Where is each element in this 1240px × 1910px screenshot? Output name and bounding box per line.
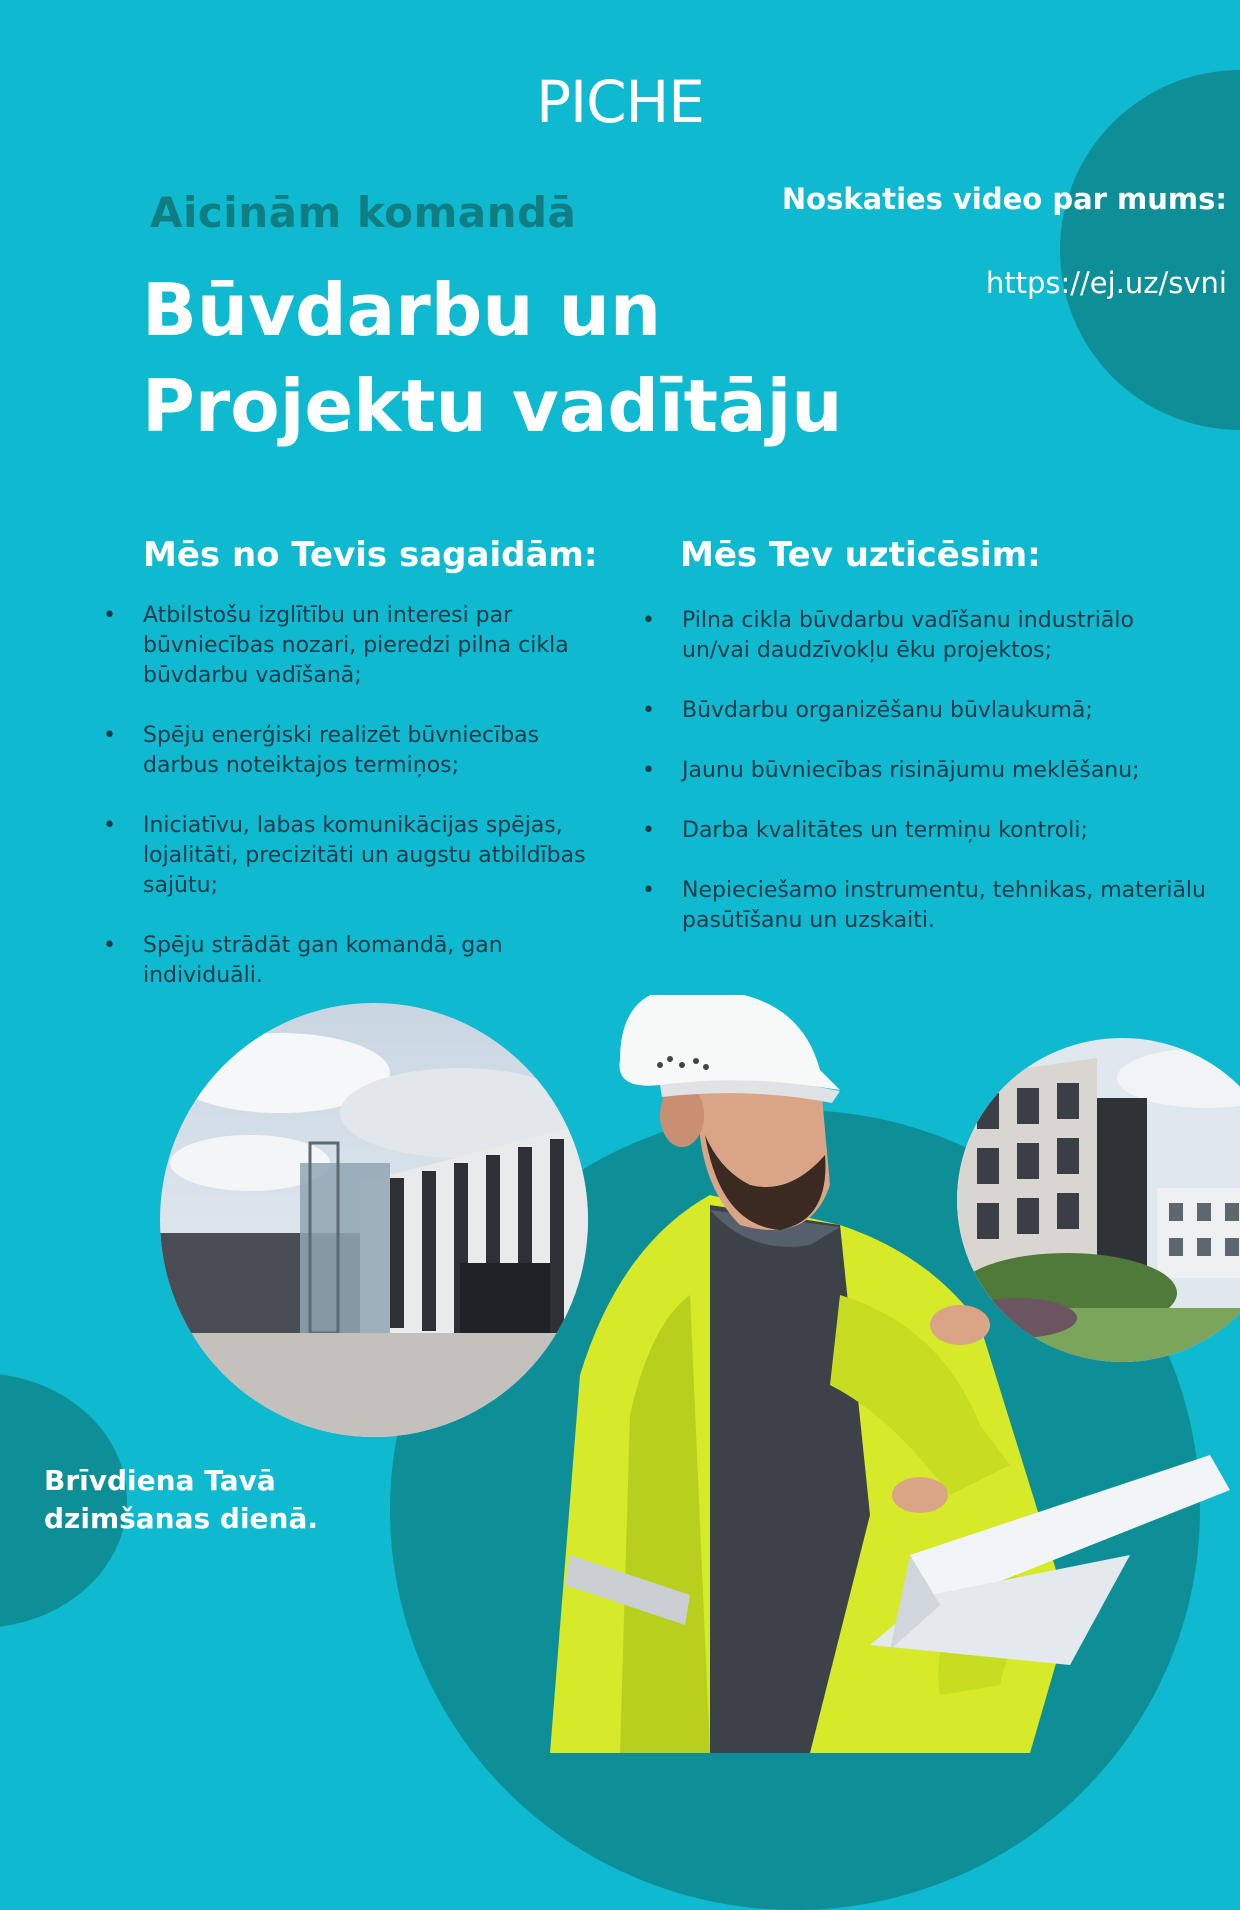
expectations-list	[103, 601, 593, 1021]
title-line-1: Būvdarbu un	[142, 268, 662, 352]
list-item: • Atbilstošu izglītību un interesi par būvniecības nozari, pieredzi pilna cikla būvdarbu vadīšanā;	[103, 601, 593, 691]
construction-worker-photo	[510, 995, 1230, 1753]
expectations-heading: Mēs no Tevis sagaidām:	[143, 535, 598, 575]
kicker-heading: Aicinām komandā	[150, 188, 577, 237]
title-line-2: Projektu vadītāju	[142, 364, 843, 448]
svg-text:PICHE: PICHE	[536, 70, 704, 132]
video-label: Noskaties video par mums:	[781, 182, 1227, 216]
decor-circle-top-right	[1060, 70, 1240, 430]
perk-line-2: dzimšanas dienā.	[44, 1502, 319, 1535]
video-link[interactable]: https://ej.uz/svni	[985, 266, 1227, 300]
responsibilities-heading: Mēs Tev uzticēsim:	[680, 535, 1041, 575]
list-item: • Spēju enerģiski realizēt būvniecības darbus noteiktajos termiņos;	[103, 721, 593, 781]
page-title	[142, 262, 843, 454]
piche-logo	[504, 70, 736, 132]
perk-line-1: Brīvdiena Tavā	[44, 1464, 276, 1497]
list-item: • Nepieciešamo instrumentu, tehnikas, materiālu pasūtīšanu un uzskaiti.	[642, 876, 1207, 936]
perk-text	[44, 1462, 318, 1538]
list-item: • Darba kvalitātes un termiņu kontroli;	[642, 816, 1207, 846]
responsibilities-list	[642, 606, 1207, 966]
list-item: • Spēju strādāt gan komandā, gan individuāli.	[103, 931, 593, 991]
list-item: • Jaunu būvniecības risinājumu meklēšanu;	[642, 756, 1207, 786]
list-item: • Iniciatīvu, labas komunikācijas spējas, lojalitāti, precizitāti un augstu atbildības sajūtu;	[103, 811, 593, 901]
list-item: • Būvdarbu organizēšanu būvlaukumā;	[642, 696, 1207, 726]
list-item: • Pilna cikla būvdarbu vadīšanu industriālo un/vai daudzīvokļu ēku projektos;	[642, 606, 1207, 666]
